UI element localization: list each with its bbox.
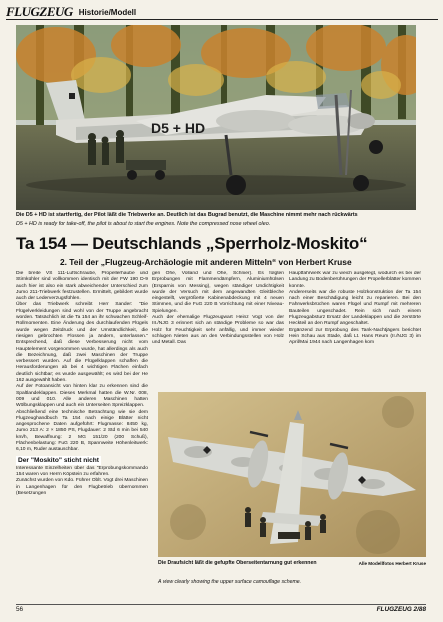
photo-credit: Alle Modellfotos Herbert Kruse [358, 561, 426, 566]
page-number: 56 [16, 606, 24, 613]
paragraph: gen Ohe, Volland und Ohe, Schnier). Es folgten Erprobungen mit Flammendämpfern, Aluminiumhülsen (Ersparnis von Messing), wegen ständiger Undichtigkeit wurde der Versuch mit dem angewandten Gleitbleche eingestellt, vergrößerte Kabinenabdeckung mit 4 neuen Stimmen, und die FuG 220 B Vorrichtung mit einer Niveau-Spielungen. [152, 271, 284, 314]
paragraph: Abschließend eine technische Betrachtung wie sie dem Flugzeughandbuch Ta 154 nach einige Blätter nicht angesprochene Daten aufgeführt: Flugmasse: 8450 kg, Jumo 213 A: 2 × 1850 PS, Flugdauer: 2 Std 6 min bei 540 km/h, Bewaffnung: 2 MG 151/20 (200 Schuß), Flächenbelastung: FuG 220 B, Spannweite Höhenleitwerk: 6,10 m, Ruder austauschbar. [16, 409, 148, 453]
aircraft-ground-photo [16, 25, 416, 210]
caption-german: Die Draufsicht läßt die gefupfte Oberseitentarnung gut erkennen [158, 560, 317, 566]
paragraph: Andererseits war die robuste Holzkonstruktion der Ta 154 nach einer Beschädigung leicht zu reparieren. Bei den Fahrwerksbrüchen waren Flügel und Rumpf mit mehreren Bauteilen ungeschadet. Rein sich nach einem Flugzeugabsturz Ersatz der Landeklappen und die zerstörte Heckteil an den Rumpf angeschaltet. [289, 289, 421, 327]
issue-label: FLUGZEUG 2/88 [376, 606, 426, 613]
paragraph: Zunächst wurden von Kdo. Führer Oblt. Vogt drei Maschinen in Langenhagen für den Flugbetrieb übernommen (Besetzungen [16, 478, 148, 496]
aircraft-photo-top [16, 25, 416, 210]
article-title: Ta 154 — Deutschlands „Sperrholz-Moskito“ [16, 234, 368, 253]
paragraph: Über das Triebwerk schreibt Herr Sander: "Die Flügelverkleidungen sind wohl von der Truppe angebracht worden. Tatsächlich ist die Ta 154 an ihr schwachen Schleif-Rollmomenten. Eine Änderung des durchlaufenden Flügels wurde wegen Zeitdruck und der Umständlichkeit, die riesigen gebrochten Flossen ja ändern, unterlassen." Entsprechend, daß diese Verbesserung nicht vom Hauptelement vorgenommen wurde, hat allerdings als auch die Bezeichnung, daß zwei Maschinen der Truppe verbessert wurden. Auf die Flügelklappen schaffen die Herausforderungen ab bei 4 wichtigen Flächen einfach deutlich sichtbar; es wurde ausgewählt; es wird bei der He 162 ausgewählt haben. [16, 302, 148, 384]
bottom-photo-caption [158, 560, 426, 586]
section-label: Historie/Modell [78, 8, 137, 17]
top-photo-caption [16, 212, 426, 228]
page-footer [16, 604, 426, 615]
article-subtitle: 2. Teil der „Flugzeug-Archäologie mit anderen Mitteln“ von Herbert Kruse [60, 257, 352, 267]
caption-german: Die D5 + HD ist startfertig, der Pilot läßt die Triebwerke an. Deutlich ist das Bugrad benutzt, die Maschine nimmt mehr nach rückwärts [16, 212, 358, 218]
aircraft-photo-bottom [158, 392, 426, 557]
text-column-3 [289, 271, 421, 389]
paragraph: Auch der ehemalige Flugzeugwart Heinz Vogt von der III./NJG 3 erinnert sich an ständige Probleme so war das Holz für Feuchtigkeit sehr anfällig, und immer wieder schlugen Nieten aus an den Verbindungsstellen von Holz und Metall. Das [152, 315, 284, 346]
caption-english: A view clearly showing the upper surface camouflage scheme. [158, 579, 302, 585]
model-top-view-photo [158, 392, 426, 557]
text-column-1 [16, 271, 148, 596]
section-subheading: Der "Moskito" sticht nicht [18, 456, 99, 464]
paragraph: Ergänzend zur Erprobung des Tank-Nachtjägers berichtet Hein Schau aus Stade, daß Lt. Hans Reum (II./NJG 3) im April/Mai 1944 nach Langenhagen kom [289, 327, 421, 346]
magazine-logo: FLUGZEUG [6, 4, 73, 19]
paragraph: Hauptfahrwerk war zu weich ausgelegt, wodurch es bei der Landung zu Bodenberührungen der Propellerblätter kommen konnte. [289, 271, 421, 289]
paragraph: Interessante Einzelheiten über das "Erprobungskommando 154 waren von Herrn Köpstein zu erfahren. [16, 465, 148, 477]
paragraph: Die breite VS 111-Luftschraube, Propellerhaube und Stirnkühler sind vollkommen identisch mit der FW 190 D-9 auch hier ist also ein stark abweichender Unterschied zum Jumo 211-Triebwerk festzustellen. Ermittelt, gebildert wurde auch der Lederverzugsfühlen. [16, 271, 148, 302]
aircraft-marking: D5 + HD [151, 120, 206, 136]
caption-english: D5 + HD is ready for take-off, the pilot is about to start the engines. Note the compressed nose wheel oleo. [16, 221, 271, 227]
text-column-2 [152, 271, 284, 389]
page-header [6, 3, 438, 20]
paragraph: Auf der Fotoansicht von hinten klar zu erkennen sind die Spaltlandeklappen. Dieses Merkmal hatten die W.Nr. 008, 009 und 010. Alle anderen Maschinen hatten Wölbungsklappen und auch ein Unterseiten Spreizklappen. [16, 384, 148, 409]
